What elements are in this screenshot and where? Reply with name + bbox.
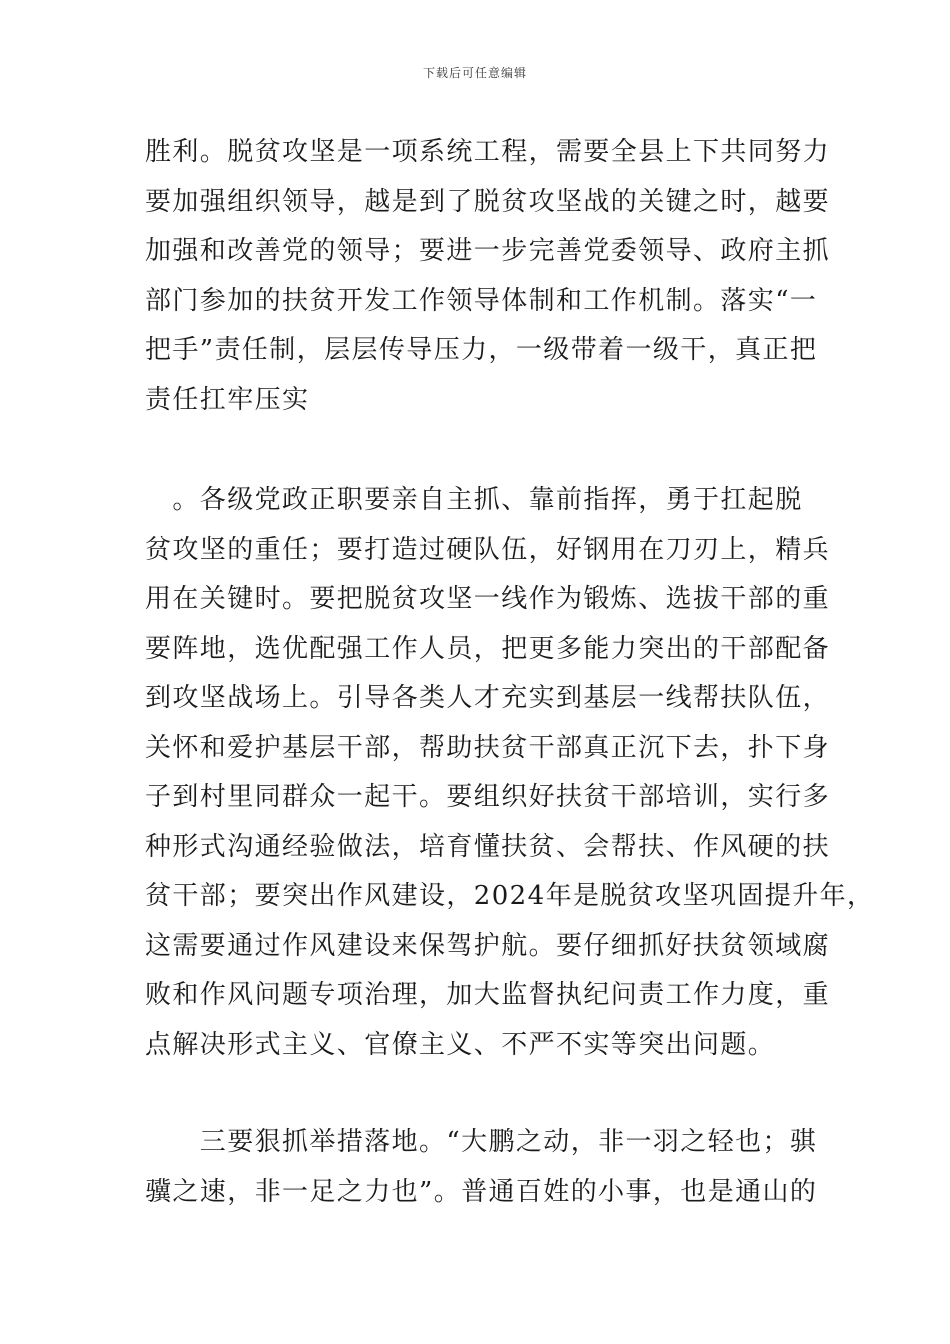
text-line: 贫攻坚的重任；要打造过硬队伍，好钢用在刀刃上，精兵 (145, 534, 831, 565)
text-line: 败和作风问题专项治理，加大监督执纪问责工作力度，重 (145, 980, 831, 1010)
document-body (145, 128, 875, 1217)
paragraph-3 (145, 1118, 818, 1217)
text-line: 骥之速，非一足之力也”。普通百姓的小事，也是通山的 (145, 1176, 818, 1207)
text-line: 要加强组织领导，越是到了脱贫攻坚战的关键之时，越要 (145, 186, 831, 217)
text-line: 用在关键时。要把脱贫攻坚一线作为锻炼、选拔干部的重 (145, 584, 831, 614)
text-line: 加强和改善党的领导；要进一步完善党委领导、政府主抓 (145, 236, 831, 266)
paragraph-spacer (145, 425, 815, 476)
paragraph-2 (145, 476, 875, 1070)
text-line: 三要狠抓举措落地。“大鹏之动，非一羽之轻也；骐 (145, 1127, 818, 1157)
text-line: 种形式沟通经验做法，培育懂扶贫、会帮扶、作风硬的扶 (145, 831, 831, 862)
text-line: 要阵地，选优配强工作人员，把更多能力突出的干部配备 (145, 633, 831, 664)
page-header-note: 下载后可任意编辑 (422, 66, 527, 80)
paragraph-spacer (145, 1070, 815, 1118)
text-line: 这需要通过作风建设来保驾护航。要仔细抓好扶贫领域腐 (145, 930, 831, 961)
text-line: 责任扛牢压实 (145, 384, 310, 415)
text-line: 部门参加的扶贫开发工作领导体制和工作机制。落实“一 (145, 285, 818, 316)
paragraph-1 (145, 128, 831, 425)
text-line: 子到村里同群众一起干。要组织好扶贫干部培训，实行多 (145, 782, 831, 812)
text-line: 贫干部；要突出作风建设，2024年是脱贫攻坚巩固提升年， (145, 881, 875, 911)
text-line: 把手”责任制，层层传导压力，一级带着一级干，真正把 (145, 335, 818, 365)
text-line: 。各级党政正职要亲自主抓、靠前指挥，勇于扛起脱 (145, 485, 803, 515)
text-line: 点解决形式主义、官僚主义、不严不实等突出问题。 (145, 1029, 776, 1060)
text-line: 到攻坚战场上。引导各类人才充实到基层一线帮扶队伍， (145, 683, 831, 713)
text-line: 关怀和爱护基层干部，帮助扶贫干部真正沉下去，扑下身 (145, 732, 831, 763)
text-line: 胜利。脱贫攻坚是一项系统工程，需要全县上下共同努力 (145, 137, 831, 167)
